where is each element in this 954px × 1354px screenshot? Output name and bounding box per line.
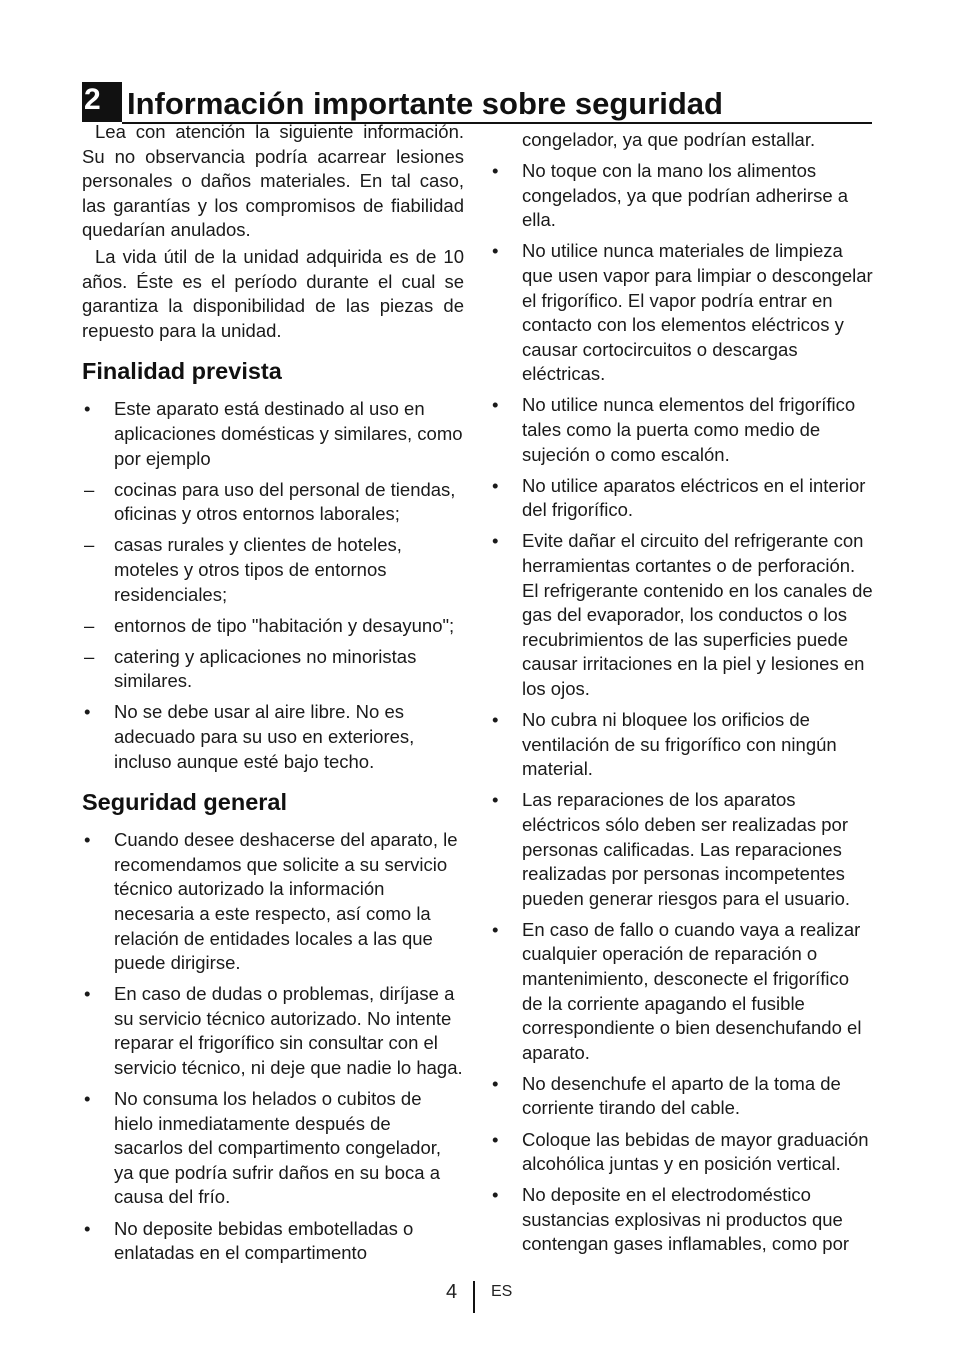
list-item-text: Evite dañar el circuito del refrigerante con herramientas cortantes o de perforación. El refrigerante contenido en los canales de gas del evaporador, los conductos o los recubrimientos de las superficies puede causar irritaciones en la piel y lesiones en los ojos. (522, 530, 873, 699)
list-item (82, 397, 464, 471)
list-item (490, 1128, 874, 1177)
bullet-mark: • (84, 1088, 91, 1110)
bullet-mark: • (492, 918, 499, 940)
dash-mark: – (84, 534, 95, 556)
list-item (490, 159, 874, 233)
list-item-text: Cuando desee deshacerse del aparato, le recomendamos que solicite a su servicio técnico autorizado la información necesaria a este respecto, así como la relación de entidades locales a las que puede dirigirse. (114, 829, 458, 974)
list-item-text: No deposite bebidas embotelladas o enlatadas en el compartimento (114, 1217, 414, 1264)
general-safety-list-continued (490, 159, 874, 1257)
list-item-text: No utilice aparatos eléctricos en el interior del frigorífico. (522, 474, 866, 521)
right-column (490, 128, 874, 1264)
list-item (490, 788, 874, 911)
list-item (82, 1087, 464, 1210)
list-item (82, 700, 464, 774)
page-number: 4 (446, 1281, 458, 1303)
list-item-text: cocinas para uso del personal de tiendas, oficinas y otros entornos laborales; (114, 478, 456, 525)
list-item (490, 918, 874, 1066)
list-item (490, 1072, 874, 1121)
section-heading-general-safety: Seguridad general (82, 789, 288, 816)
list-item (82, 828, 464, 976)
bullet-mark: • (492, 240, 499, 262)
list-item-text: No utilice nunca elementos del frigorífico tales como la puerta como medio de sujeción o como escalón. (522, 394, 856, 465)
list-item-text: No se debe usar al aire libre. No es adecuado para su uso en exteriores, incluso aunque esté bajo techo. (114, 701, 415, 772)
footer-divider (473, 1281, 475, 1313)
list-item-text: No toque con la mano los alimentos congelados, ya que podrían adherirse a ella. (522, 160, 849, 231)
list-item-text: Las reparaciones de los aparatos eléctricos sólo deben ser realizadas por personas calificadas. Las reparaciones realizadas por personas incompetentes pueden generar riesgos para el usuario. (522, 789, 851, 909)
intended-use-list (82, 397, 464, 774)
bullet-mark: • (492, 1184, 499, 1206)
list-item (82, 1217, 464, 1266)
intro-paragraph: La vida útil de la unidad adquirida es de 10 años. Éste es el período durante el cual se garantiza la disponibilidad de las piezas de repuesto para la unidad. (82, 245, 464, 341)
list-item-text: casas rurales y clientes de hoteles, moteles y otros tipos de entornos residenciales; (114, 534, 402, 605)
list-item-text: Coloque las bebidas de mayor graduación alcohólica juntas y en posición vertical. (522, 1128, 869, 1175)
general-safety-list (82, 828, 464, 1266)
list-item (82, 478, 464, 527)
bullet-mark: • (492, 709, 499, 731)
bullet-mark: • (492, 394, 499, 416)
list-item-text: No deposite en el electrodoméstico sustancias explosivas ni productos que contengan gases inflamables, como por (522, 1184, 850, 1255)
bullet-mark: • (84, 1217, 91, 1239)
list-item (82, 533, 464, 607)
list-item-text: entornos de tipo "habitación y desayuno"; (114, 614, 455, 636)
list-item-text: En caso de dudas o problemas, diríjase a su servicio técnico autorizado. No intente reparar el frigorífico sin consultar con el servicio técnico, ni deje que nadie lo haga. (114, 983, 463, 1078)
bullet-mark: • (492, 530, 499, 552)
list-item (490, 529, 874, 701)
intro-paragraph: Lea con atención la siguiente información. Su no observancia podría acarrear lesiones personales o daños materiales. En tal caso, las garantías y los compromisos de fiabilidad quedarían anulados. (82, 121, 464, 241)
list-item-text: No consuma los helados o cubitos de hielo inmediatamente después de sacarlos del compartimento congelador, ya que podría sufrir daños en su boca a causa del frío. (114, 1088, 442, 1208)
dash-mark: – (84, 478, 95, 500)
bullet-mark: • (492, 1072, 499, 1094)
dash-mark: – (84, 614, 95, 636)
list-item-continuation: congelador, ya que podrían estallar. (522, 129, 816, 150)
language-code: ES (491, 1283, 513, 1300)
list-item-text: catering y aplicaciones no minoristas similares. (114, 645, 417, 692)
list-item-text: No desenchufe el aparto de la toma de corriente tirando del cable. (522, 1072, 841, 1119)
list-item (490, 474, 874, 523)
bullet-mark: • (492, 160, 499, 182)
bullet-mark: • (84, 829, 91, 851)
section-heading-intended-use: Finalidad prevista (82, 358, 282, 385)
bullet-mark: • (84, 701, 91, 723)
list-item (82, 982, 464, 1080)
list-item (490, 1183, 874, 1257)
list-item (490, 239, 874, 387)
bullet-mark: • (492, 789, 499, 811)
list-item-text: Este aparato está destinado al uso en aplicaciones domésticas y similares, como por ejemplo (114, 398, 463, 469)
list-item (490, 708, 874, 782)
bullet-mark: • (84, 983, 91, 1005)
list-item (490, 393, 874, 467)
dash-mark: – (84, 645, 95, 667)
left-column (82, 120, 464, 1272)
chapter-title: Información importante sobre seguridad (127, 86, 723, 121)
bullet-mark: • (84, 398, 91, 420)
list-item (82, 645, 464, 694)
bullet-mark: • (492, 1128, 499, 1150)
list-item-text: En caso de fallo o cuando vaya a realizar cualquier operación de reparación o mantenimiento, desconecte el frigorífico de la corriente apagando el fusible correspondiente o bien desenchufando el aparato. (522, 918, 862, 1063)
chapter-number-badge: 2 (82, 82, 122, 122)
list-item-text: No cubra ni bloquee los orificios de ventilación de su frigorífico con ningún material. (522, 709, 837, 780)
list-item (82, 614, 464, 639)
list-item-text: No utilice nunca materiales de limpieza que usen vapor para limpiar o descongelar el frigorífico. El vapor podría entrar en contacto con los elementos eléctricos y causar cortocircuitos o descargas eléctricas. (522, 240, 873, 385)
bullet-mark: • (492, 474, 499, 496)
